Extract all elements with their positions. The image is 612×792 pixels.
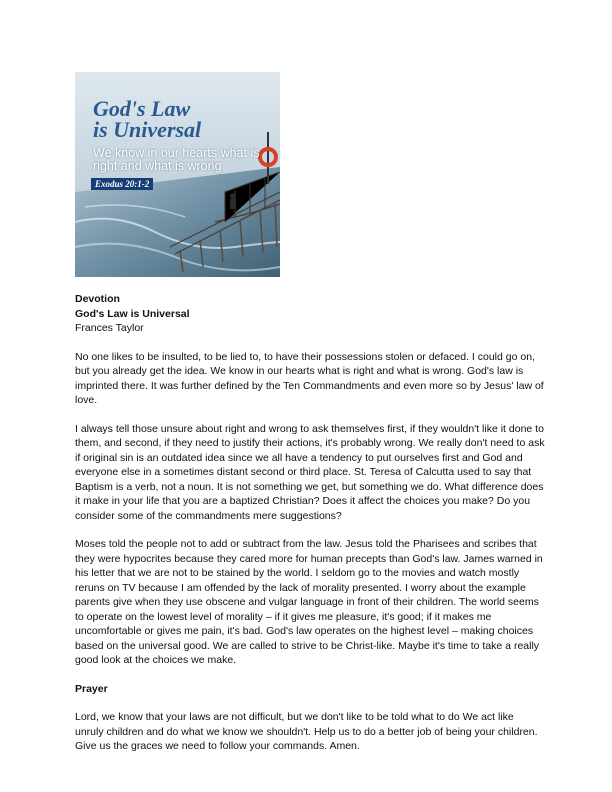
body-paragraph-3: Moses told the people not to add or subtract from the law. Jesus told the Pharisees and scribes that they were hypocrites because they cared more for human precepts than God's law. James warned in his letter that we are not to be stained by the world. I seldom go to the movies and watch mostly reruns on TV because I am offended by the lack of morality presented. I worry about the example parents give when they use obscene and vulgar language in front of their children. The world seems to operate on the lowest level of morality – if it gives me pleasure, it's good; if it makes me uncomfortable or gives me pain, it's bad. God's law operates on the highest level – making choices based on the universal good. We are called to strive to be Christ-like. Maybe it's time to take a really good look at the choices we make. <box>75 538 543 666</box>
devotion-title: God's Law is Universal <box>75 307 190 320</box>
prayer-heading: Prayer <box>75 682 108 695</box>
cover-image <box>75 72 280 277</box>
scripture-reference: Exodus 20:1-2 <box>91 178 153 190</box>
body-paragraph-1: No one likes to be insulted, to be lied to, to have their possessions stolen or defaced. I could go on, but you already get the idea. We know in our hearts what is right and what is wrong. God's law is imprinted there. It was further defined by the Ten Commandments and even more so by Jesus' law of love. <box>75 350 544 406</box>
prayer-text: Lord, we know that your laws are not difficult, but we don't like to be told what to do We act like unruly children and do what we know we shouldn't. Help us to do a better job of being your children. Give us the graces we need to follow your commands. Amen. <box>75 711 538 752</box>
cover-title-line1: God's Law <box>93 96 191 121</box>
devotion-content <box>75 292 545 754</box>
cover-title-line2: is Universal <box>93 117 202 142</box>
author-name: Frances Taylor <box>75 322 144 334</box>
section-label: Devotion <box>75 293 120 305</box>
cover-title <box>93 98 280 140</box>
cover-tagline: We know in our hearts what is right and what is wrong <box>93 146 260 173</box>
body-paragraph-2: I always tell those unsure about right and wrong to ask themselves first, if they wouldn't like it done to them, and second, if they need to justify their actions, it's probably wrong. We really don't need to ask if original sin is an outdated idea since we all have a tendency to put ourselves first and God and everyone else in a sometimes distant second or third place. St. Teresa of Calcutta used to say that Baptism is a verb, not a noun. It is not something we get, but something we do. What difference does it make in your life that you are a baptized Christian? Does it affect the choices you make? Do you consider some of the commandments mere suggestions? <box>75 422 545 522</box>
